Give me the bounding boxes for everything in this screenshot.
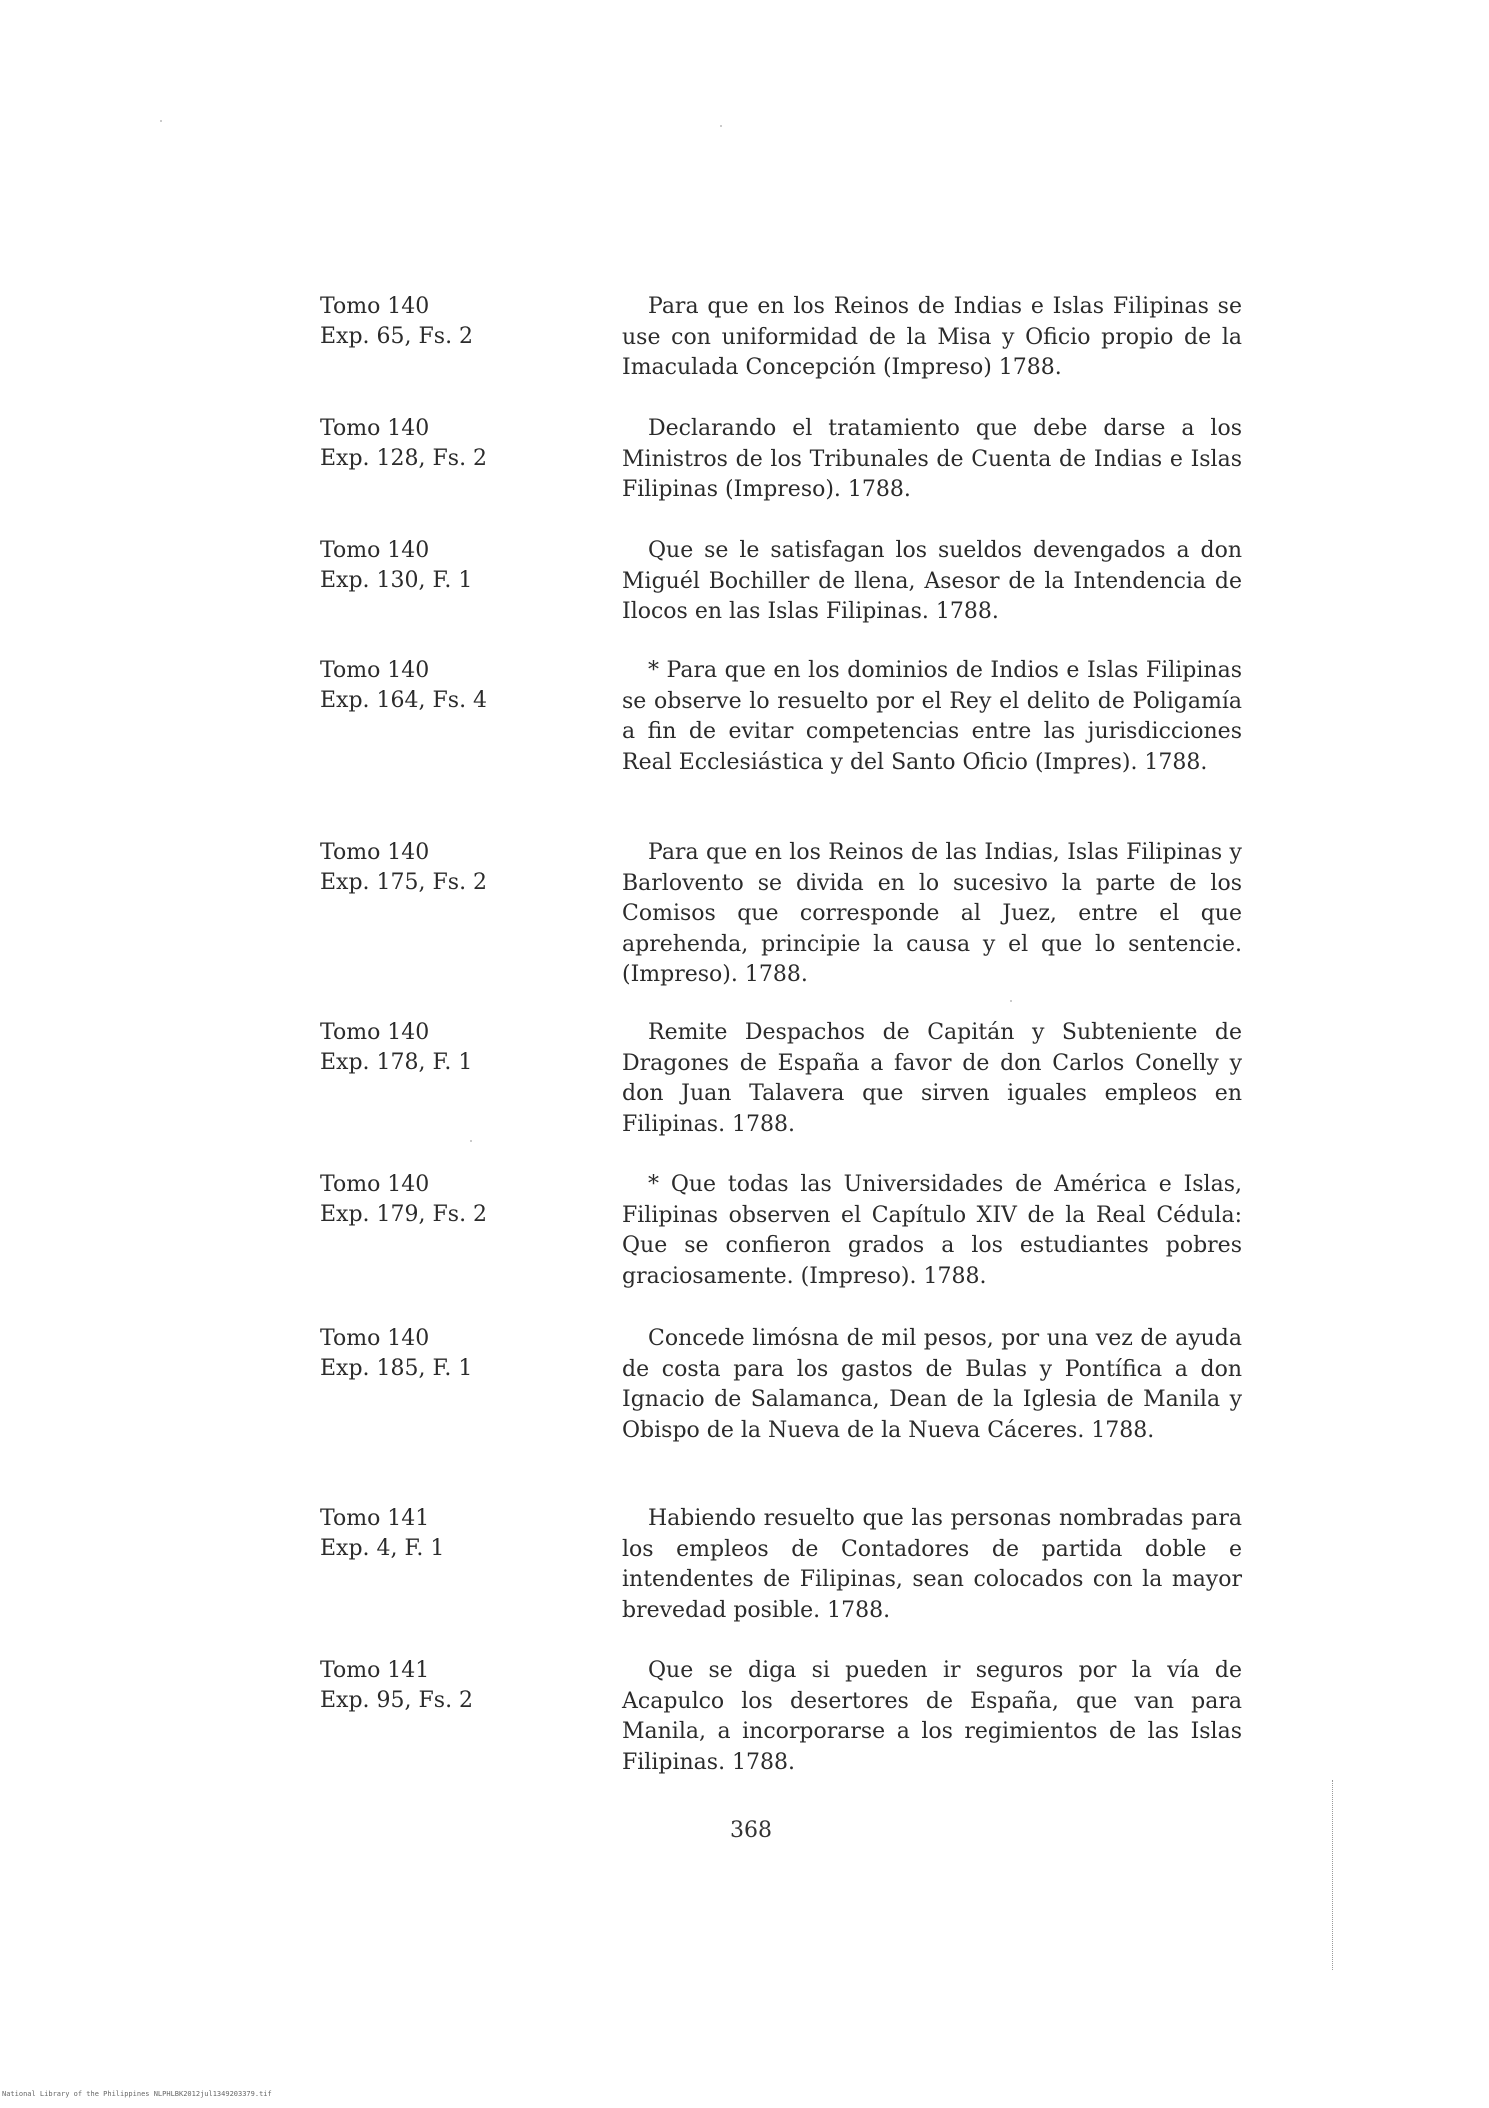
entry-reference	[320, 1656, 520, 1716]
tomo-label: Tomo 140	[320, 1172, 430, 1197]
expediente-label: Exp. 164, Fs. 4	[320, 688, 488, 713]
expediente-label: Exp. 65, Fs. 2	[320, 324, 474, 349]
expediente-label: Exp. 178, F. 1	[320, 1050, 473, 1075]
tomo-label: Tomo 140	[320, 658, 430, 683]
tomo-label: Tomo 141	[320, 1658, 430, 1683]
entry-description: Declarando el tratamiento que debe darse a los Ministros de los Tribunales de Cuenta de Indias e Islas Filipinas (Impreso). 1788.	[622, 416, 1242, 502]
scan-speck	[470, 1140, 472, 1142]
entry-reference	[320, 656, 520, 716]
expediente-label: Exp. 179, Fs. 2	[320, 1202, 488, 1227]
tomo-label: Tomo 140	[320, 416, 430, 441]
tomo-label: Tomo 140	[320, 840, 430, 865]
tomo-label: Tomo 140	[320, 1326, 430, 1351]
entry-reference	[320, 414, 520, 474]
expediente-label: Exp. 185, F. 1	[320, 1356, 473, 1381]
entry-description: Remite Despachos de Capitán y Subteniente de Dragones de España a favor de don Carlos Conelly y don Juan Talavera que sirven iguales empleos en Filipinas. 1788.	[622, 1020, 1242, 1137]
entry-description: Concede limósna de mil pesos, por una vez de ayuda de costa para los gastos de Bulas y Pontífica a don Ignacio de Salamanca, Dean de la Iglesia de Manila y Obispo de la Nueva de la Nueva Cáceres. 1788.	[622, 1326, 1242, 1443]
entry-description: Que se le satisfagan los sueldos devengados a don Miguél Bochiller de llena, Asesor de la Intendencia de Ilocos en las Islas Filipinas. 1788.	[622, 538, 1242, 624]
entry-description: Que se diga si pueden ir seguros por la vía de Acapulco los desertores de España, que van para Manila, a incorporarse a los regimientos de las Islas Filipinas. 1788.	[622, 1658, 1242, 1775]
scan-speck	[1010, 1000, 1012, 1002]
tomo-label: Tomo 141	[320, 1506, 430, 1531]
entry-description: * Para que en los dominios de Indios e Islas Filipinas se observe lo resuelto por el Rey el delito de Poligamía a fin de evitar competencias entre las jurisdicciones Real Ecclesiástica y del Santo Oficio (Impres). 1788.	[622, 658, 1242, 775]
page-number: 368	[730, 1818, 772, 1843]
entry-reference	[320, 1504, 520, 1564]
expediente-label: Exp. 4, F. 1	[320, 1536, 445, 1561]
entry-description: Para que en los Reinos de Indias e Islas Filipinas se use con uniformidad de la Misa y Oficio propio de la Imaculada Concepción (Impreso) 1788.	[622, 294, 1242, 380]
scan-speck	[720, 125, 722, 127]
expediente-label: Exp. 128, Fs. 2	[320, 446, 488, 471]
entry-reference	[320, 838, 520, 898]
scan-edge-artifact	[1332, 1780, 1333, 1970]
entry-description: Para que en los Reinos de las Indias, Islas Filipinas y Barlovento se divida en lo sucesivo la parte de los Comisos que corresponde al Juez, entre el que aprehenda, principie la causa y el que lo sentencie. (Impreso). 1788.	[622, 840, 1242, 987]
expediente-label: Exp. 130, F. 1	[320, 568, 473, 593]
entry-reference	[320, 292, 520, 352]
expediente-label: Exp. 95, Fs. 2	[320, 1688, 474, 1713]
entry-reference	[320, 536, 520, 596]
entry-description: * Que todas las Universidades de América e Islas, Filipinas observen el Capítulo XIV de la Real Cédula: Que se confieron grados a los estudiantes pobres graciosamente. (Impreso). 1788.	[622, 1172, 1242, 1289]
tomo-label: Tomo 140	[320, 294, 430, 319]
scan-speck	[160, 120, 162, 122]
entry-reference	[320, 1018, 520, 1078]
entry-reference	[320, 1324, 520, 1384]
tomo-label: Tomo 140	[320, 538, 430, 563]
entry-reference	[320, 1170, 520, 1230]
tomo-label: Tomo 140	[320, 1020, 430, 1045]
entry-description: Habiendo resuelto que las personas nombradas para los empleos de Contadores de partida doble e intendentes de Filipinas, sean colocados con la mayor brevedad posible. 1788.	[622, 1506, 1242, 1623]
expediente-label: Exp. 175, Fs. 2	[320, 870, 488, 895]
scan-footer-note: National Library of the Philippines NLPHLBK2012jul1349203379.tif	[2, 2090, 272, 2098]
